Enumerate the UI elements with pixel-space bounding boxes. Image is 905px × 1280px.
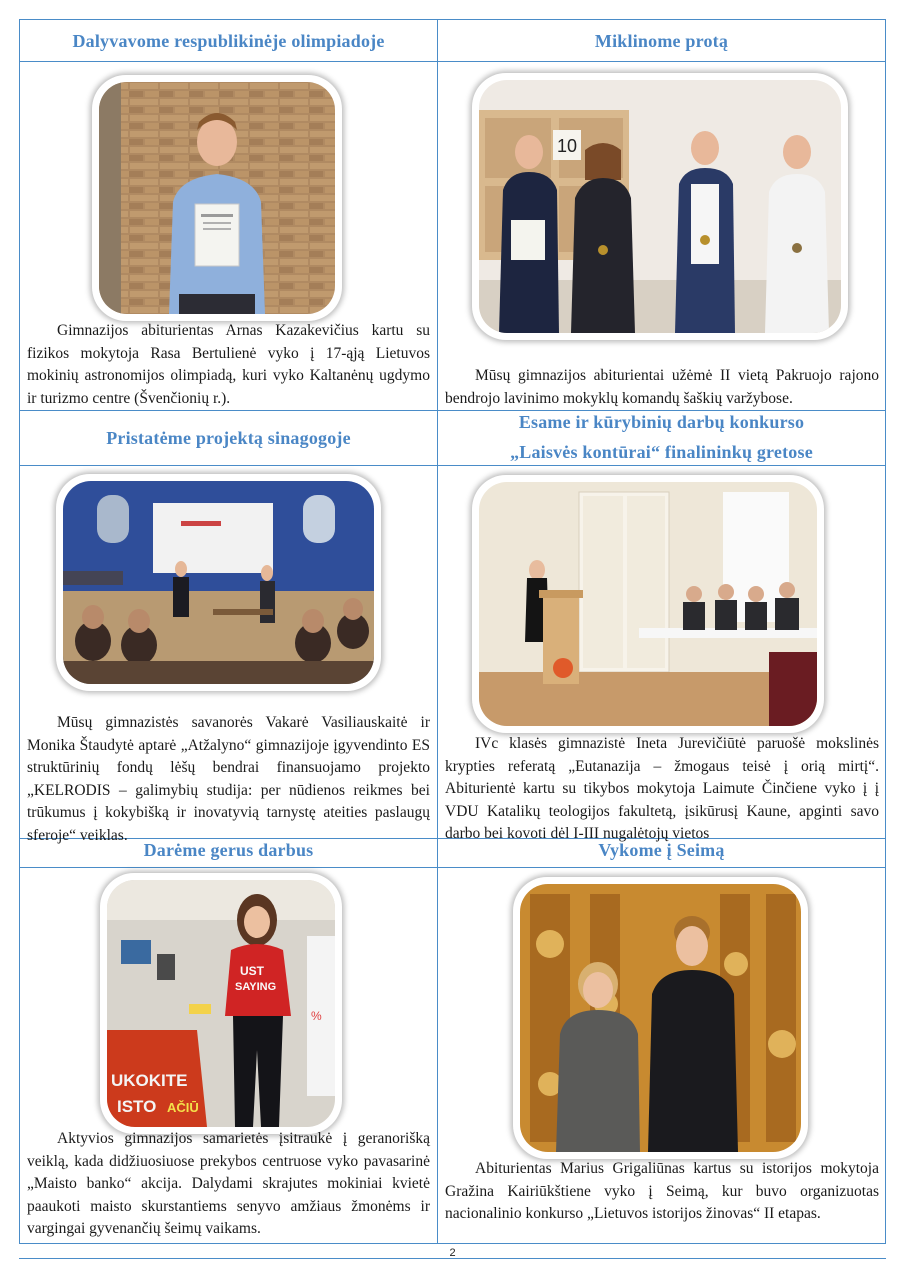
team-with-medals-photo (472, 73, 848, 340)
seimas-photo-image (520, 884, 801, 1152)
grid-line-top (19, 19, 886, 20)
section-title-good-deeds: Darėme gerus darbus (143, 840, 314, 860)
locker-number: 10 (556, 136, 578, 156)
section-title-olympiad: Dalyvavome respublikinėje olimpiadoje (72, 31, 385, 51)
cart-text-3: AČIŪ (167, 1100, 199, 1115)
section-title-contest-line2: „Laisvės kontūrai“ finalininkų gretose (510, 442, 813, 462)
page-number: 2 (449, 1247, 456, 1259)
shop-badge-text: % (311, 1009, 322, 1023)
team-photo-image (479, 80, 841, 333)
section-title-seimas: Vykome į Seimą (598, 840, 725, 860)
student-with-certificate-photo (92, 75, 342, 321)
shirt-text-2: SAYING (235, 981, 277, 993)
grid-line (19, 867, 886, 868)
section-text-checkers: Mūsų gimnazijos abiturientai užėmė II vietą Pakruojo rajono bendrojo lavinimo mokyklų komandų šaškių varžybose. (445, 367, 879, 407)
synagogue-photo-image (63, 481, 374, 684)
section-text-olympiad: Gimnazijos abiturientas Arnas Kazakevičius kartu su fizikos mokytoja Rasa Bertulienė vyko į 17-ąją Lietuvos mokinių astronomijos olimpiadą, kuri vyko Kaltanėnų ugdymo ir turizmo centre (Švenčionių r.). (27, 322, 430, 407)
conference-photo-image (479, 482, 817, 726)
shirt-text-1: UST (240, 964, 264, 978)
grid-line (19, 61, 886, 62)
section-text-synagogue: Mūsų gimnazistės savanorės Vakarė Vasiliauskaitė ir Monika Štaudytė aptarė „Atžalyno“ gimnazijoje įgyvendinto ES struktūrinių fondų lėšų bendrai finansuojamo projekto „KELRODIS – galimybių studija: per nūdienos reikmes bei trūkumus į kokybišką ir inovatyvią tarnystę ateities paslaugų sferoje“ veiklas. (27, 714, 430, 844)
cart-text-1: UKOKITE (111, 1071, 188, 1090)
food-bank-volunteer-photo (100, 873, 342, 1134)
olympiad-photo-image (99, 82, 335, 314)
food-bank-photo-image (107, 880, 335, 1127)
grid-line (19, 1243, 886, 1244)
grid-line-left (19, 19, 20, 1244)
section-title-synagogue: Pristatėme projektą sinagogoje (106, 428, 351, 448)
section-title-checkers: Miklinome protą (594, 31, 729, 51)
cart-text-2: ISTO (117, 1097, 157, 1116)
synagogue-presentation-photo (56, 474, 381, 691)
seimas-visit-photo (513, 877, 808, 1159)
grid-line-middle (437, 19, 438, 1244)
section-text-contest: IVc klasės gimnazistė Ineta Jurevičiūtė paruošė mokslinės krypties referatą „Eutanazija – žmogaus teisė į orią mirtį“. Abiturientė kartu su tikybos mokytoja Laimute Činčiene vyko į į VDU Katalikų teologijos fakultetą, įsikūrusį Kaune, apginti savo darbo bei kovoti dėl I-III nugalėtojų vietos (445, 735, 879, 842)
section-text-good-deeds: Aktyvios gimnazijos samarietės įsitraukė į geranorišką veiklą, kada didžiuosiuose prekybos centruose vyko pavasarinė „Maisto banko“ akcija. Dalydami skrajutes mokiniai kvietė paaukoti maisto skurstantiems senyvo amžiaus žmonėms ir vargingai gyvenančių šeimų vaikams. (27, 1130, 430, 1237)
section-text-seimas: Abiturientas Marius Grigaliūnas kartus su istorijos mokytoja Gražina Kairiūkštiene vyko į Seimą, kur buvo organizuotas nacionalinio konkurso „Lietuvos istorijos žinovas“ II etapas. (445, 1160, 879, 1222)
section-title-contest-line1: Esame ir kūrybinių darbų konkurso (518, 412, 805, 432)
grid-line-right (885, 19, 886, 1244)
conference-speaker-photo (472, 475, 824, 733)
